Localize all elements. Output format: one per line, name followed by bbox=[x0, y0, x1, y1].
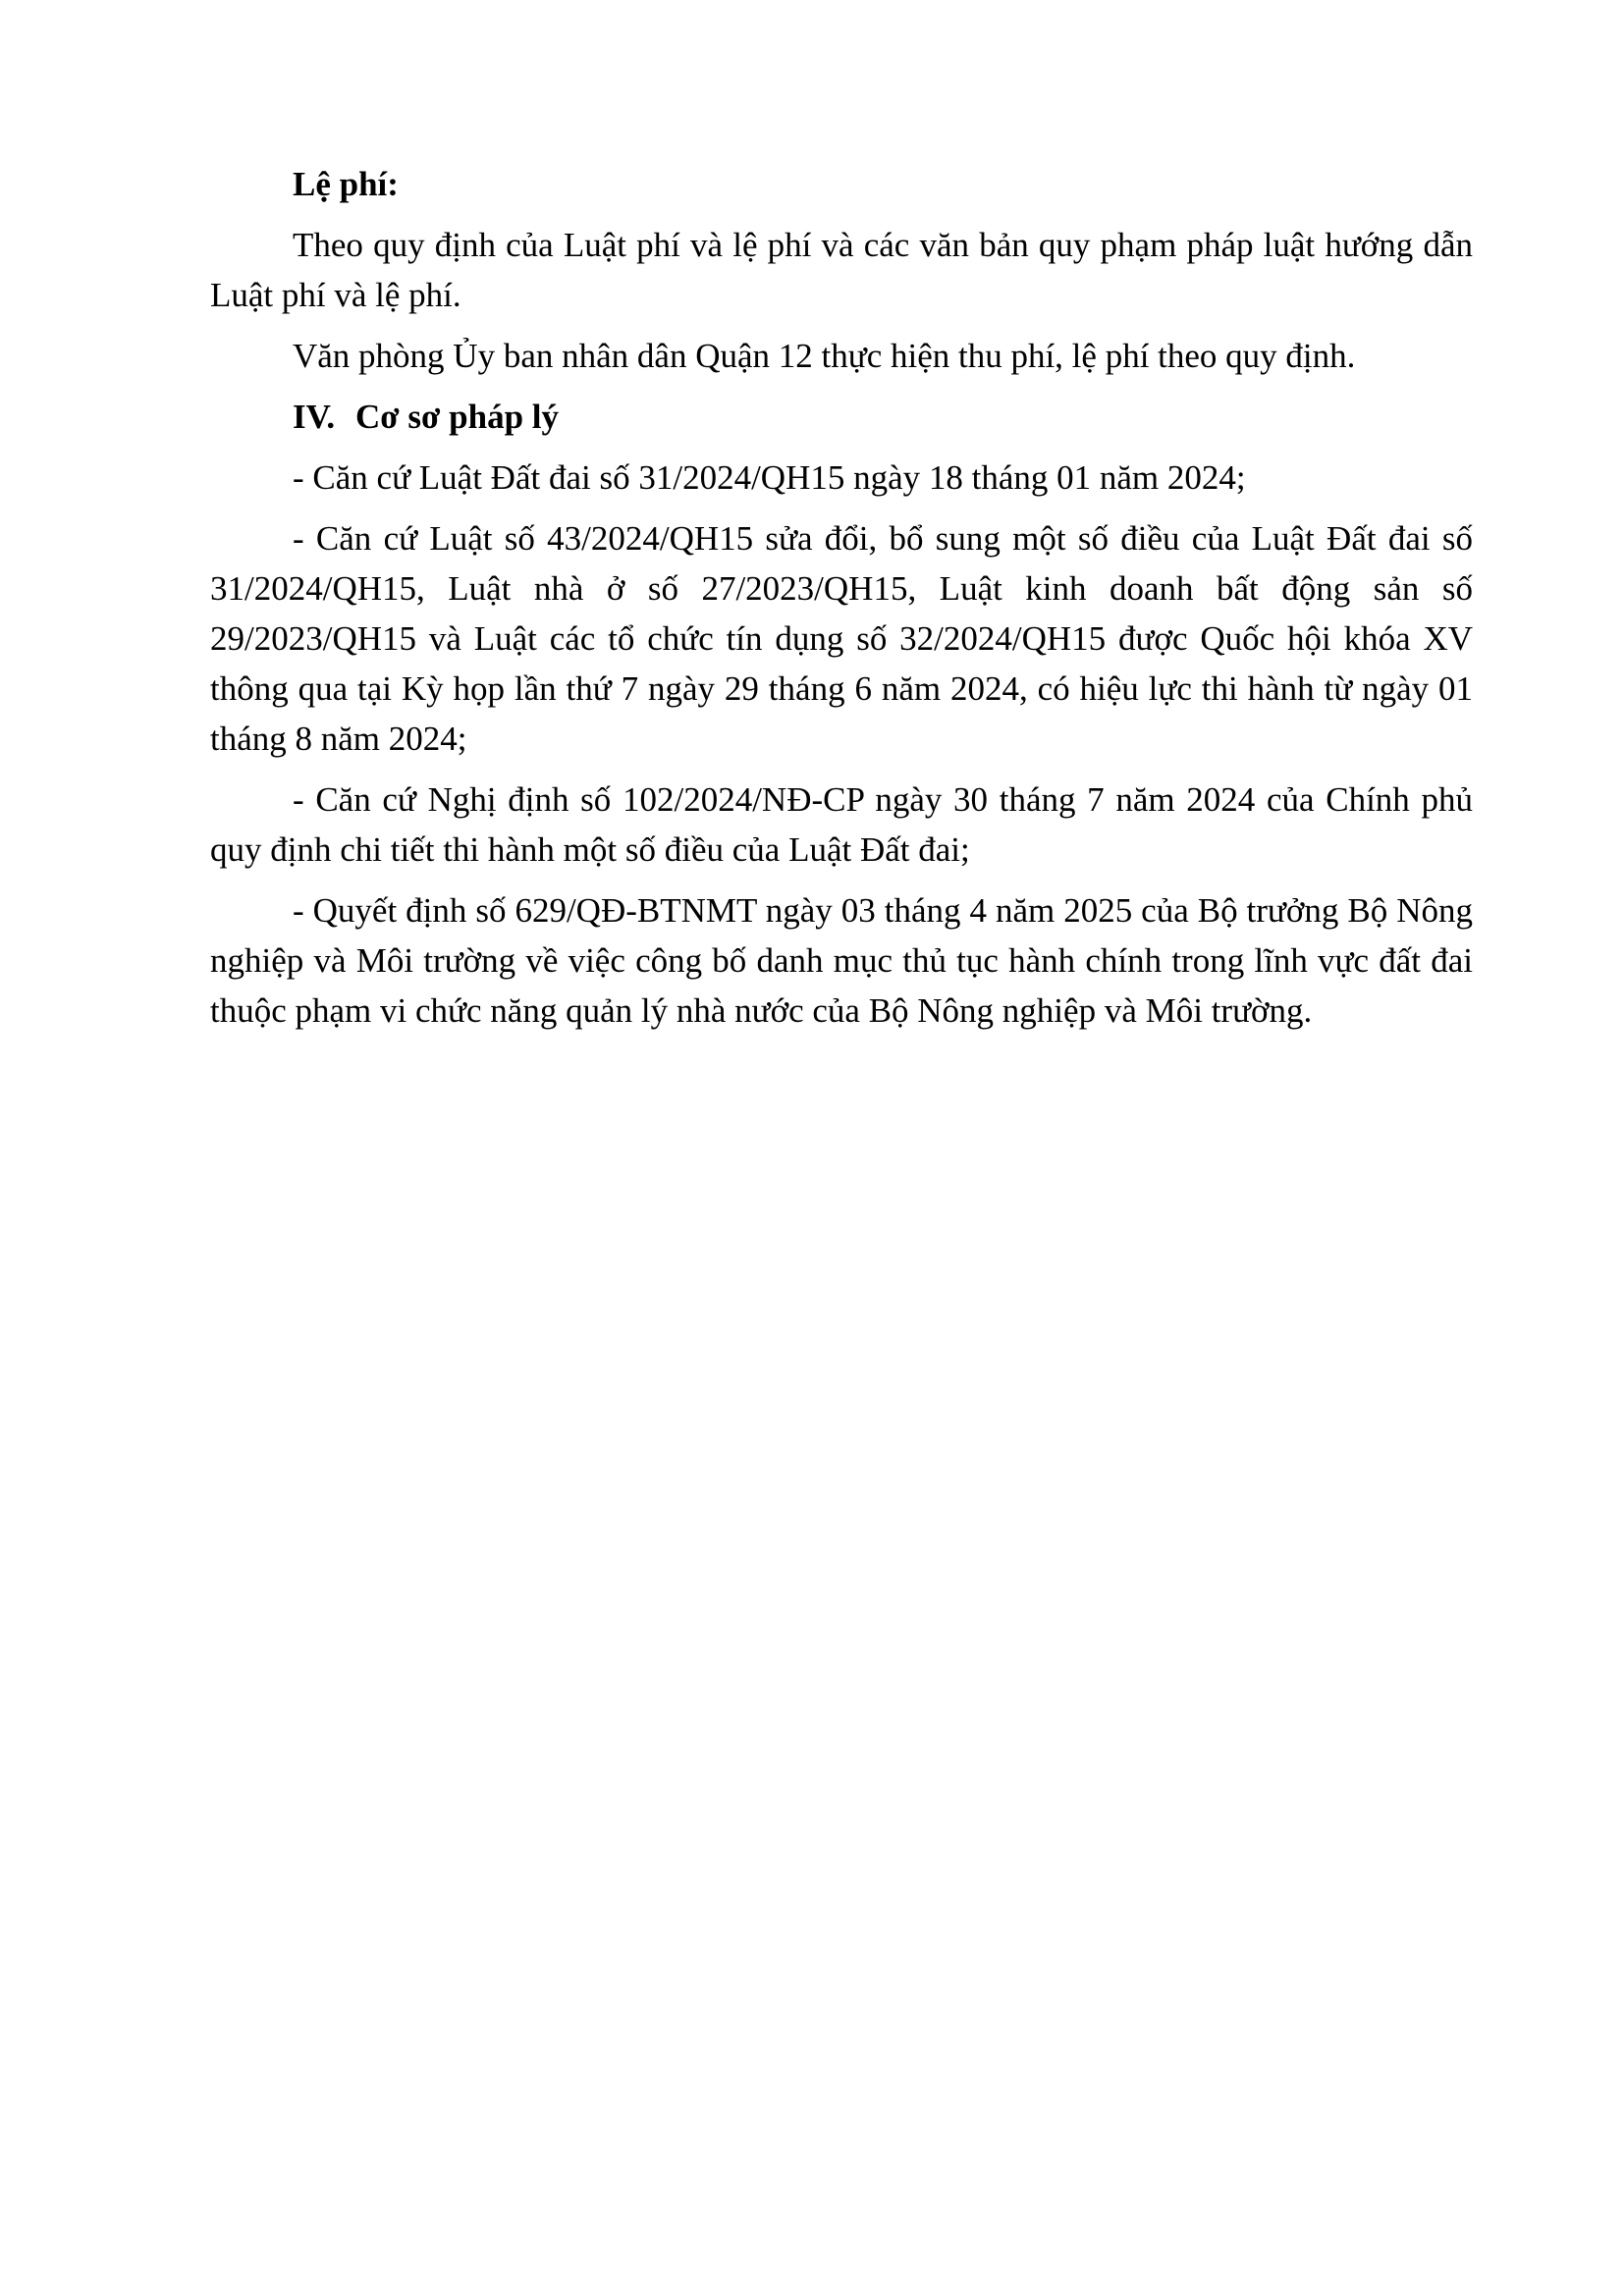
fee-heading: Lệ phí: bbox=[293, 165, 399, 203]
legal-basis-item: - Quyết định số 629/QĐ-BTNMT ngày 03 tháng 4 năm 2025 của Bộ trưởng Bộ Nông nghiệp và Môi trường về việc công bố danh mục thủ tục hành chính trong lĩnh vực đất đai thuộc phạm vi chức năng quản lý nhà nước của Bộ Nông nghiệp và Môi trường. bbox=[210, 891, 1473, 1030]
legal-basis-heading bbox=[210, 392, 1473, 442]
section-number: IV. bbox=[293, 398, 336, 436]
fee-paragraph: Theo quy định của Luật phí và lệ phí và các văn bản quy phạm pháp luật hướng dẫn Luật phí và lệ phí. bbox=[210, 226, 1473, 314]
legal-basis-item: - Căn cứ Luật Đất đai số 31/2024/QH15 ngày 18 tháng 01 năm 2024; bbox=[293, 458, 1246, 497]
document-body bbox=[210, 159, 1473, 1046]
legal-basis-item: - Căn cứ Luật số 43/2024/QH15 sửa đổi, bổ sung một số điều của Luật Đất đai số 31/2024/QH15, Luật nhà ở số 27/2023/QH15, Luật kinh doanh bất động sản số 29/2023/QH15 và Luật các tổ chức tín dụng số 32/2024/QH15 được Quốc hội khóa XV thông qua tại Kỳ họp lần thứ 7 ngày 29 tháng 6 năm 2024, có hiệu lực thi hành từ ngày 01 tháng 8 năm 2024; bbox=[210, 519, 1473, 758]
legal-basis-item: - Căn cứ Nghị định số 102/2024/NĐ-CP ngày 30 tháng 7 năm 2024 của Chính phủ quy định chi tiết thi hành một số điều của Luật Đất đai; bbox=[210, 780, 1473, 869]
fee-paragraph: Văn phòng Ủy ban nhân dân Quận 12 thực hiện thu phí, lệ phí theo quy định. bbox=[293, 337, 1356, 375]
section-title: Cơ sơ pháp lý bbox=[355, 398, 560, 436]
